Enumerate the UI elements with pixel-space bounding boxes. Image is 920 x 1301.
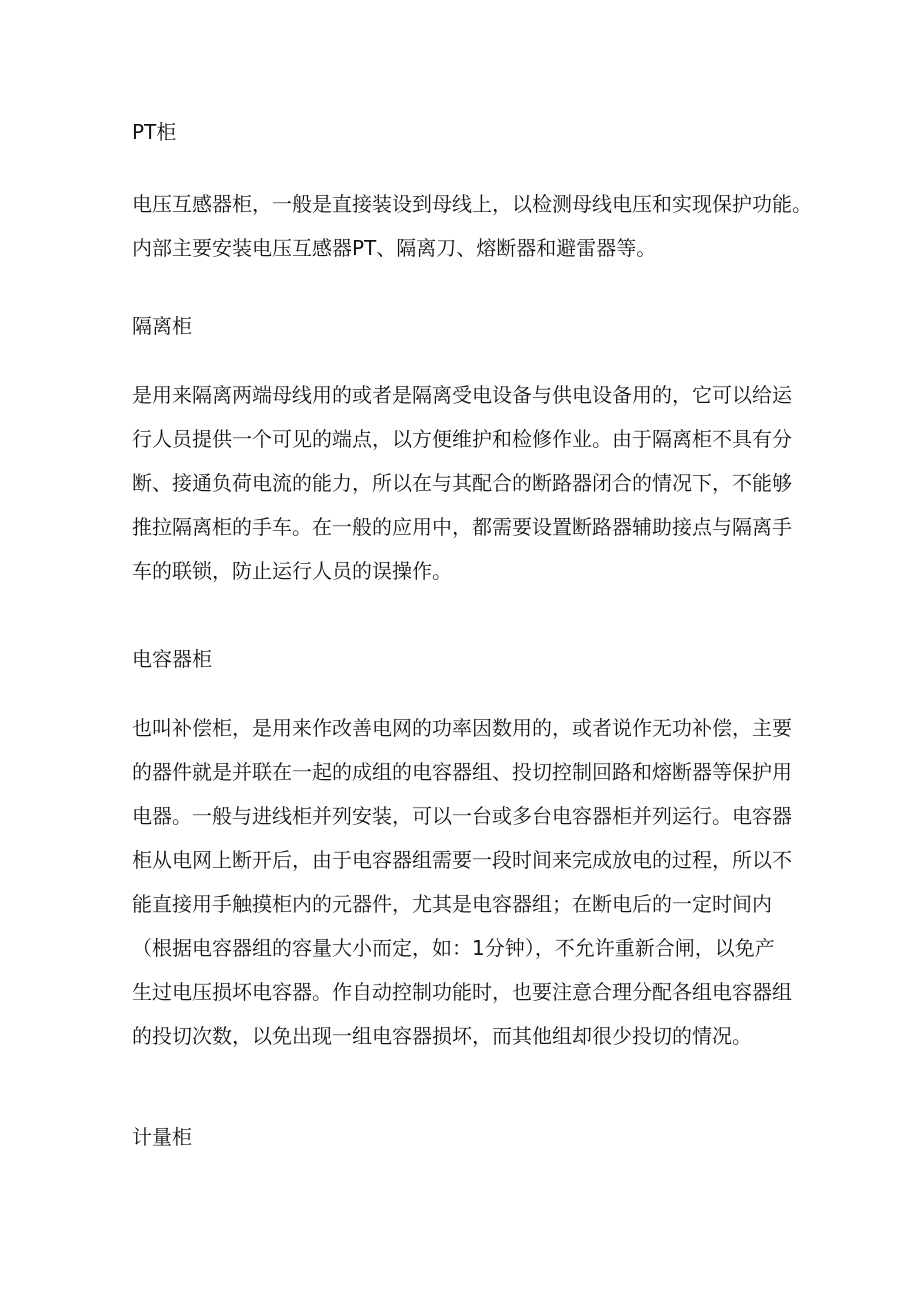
- paragraph-pt-cabinet: [132, 190, 812, 262]
- paragraph-line: 车的联锁，防止运行人员的误操作。: [132, 559, 452, 583]
- paragraph-line: 柜从电网上断开后，由于电容器组需要一段时间来完成放电的过程，所以不: [132, 848, 792, 872]
- paragraph-line: 是用来隔离两端母线用的或者是隔离受电设备与供电设备用的，它可以给运: [132, 383, 792, 407]
- paragraph-isolation-cabinet: [132, 381, 792, 585]
- paragraph-line: 电压互感器柜，一般是直接装设到母线上，以检测母线电压和实现保护功能。: [132, 192, 812, 216]
- paragraph-line: 行人员提供一个可见的端点，以方便维护和检修作业。由于隔离柜不具有分: [132, 427, 792, 451]
- section-heading-capacitor-cabinet: 电容器柜: [132, 647, 212, 671]
- paragraph-line: 的投切次数，以免出现一组电容器损坏，而其他组却很少投切的情况。: [132, 1024, 752, 1048]
- paragraph-line: 内部主要安装电压互感器PT、隔离刀、熔断器和避雷器等。: [132, 236, 657, 260]
- paragraph-line: 生过电压损坏电容器。作自动控制功能时，也要注意合理分配各组电容器组: [132, 980, 792, 1004]
- section-heading-isolation-cabinet: 隔离柜: [132, 314, 192, 338]
- paragraph-line: 的器件就是并联在一起的成组的电容器组、投切控制回路和熔断器等保护用: [132, 760, 792, 784]
- section-heading-metering-cabinet: 计量柜: [132, 1125, 192, 1149]
- paragraph-line: 断、接通负荷电流的能力，所以在与其配合的断路器闭合的情况下，不能够: [132, 471, 792, 495]
- paragraph-line: 也叫补偿柜，是用来作改善电网的功率因数用的，或者说作无功补偿，主要: [132, 716, 792, 740]
- section-heading-pt-cabinet: PT柜: [132, 120, 177, 144]
- paragraph-line: 能直接用手触摸柜内的元器件，尤其是电容器组；在断电后的一定时间内: [132, 892, 772, 916]
- paragraph-line: 推拉隔离柜的手车。在一般的应用中，都需要设置断路器辅助接点与隔离手: [132, 515, 792, 539]
- paragraph-line: （根据电容器组的容量大小而定，如：1分钟），不允许重新合闸，以免产: [132, 936, 775, 960]
- paragraph-line: 电器。一般与进线柜并列安装，可以一台或多台电容器柜并列运行。电容器: [132, 804, 792, 828]
- paragraph-capacitor-cabinet: [132, 714, 792, 1050]
